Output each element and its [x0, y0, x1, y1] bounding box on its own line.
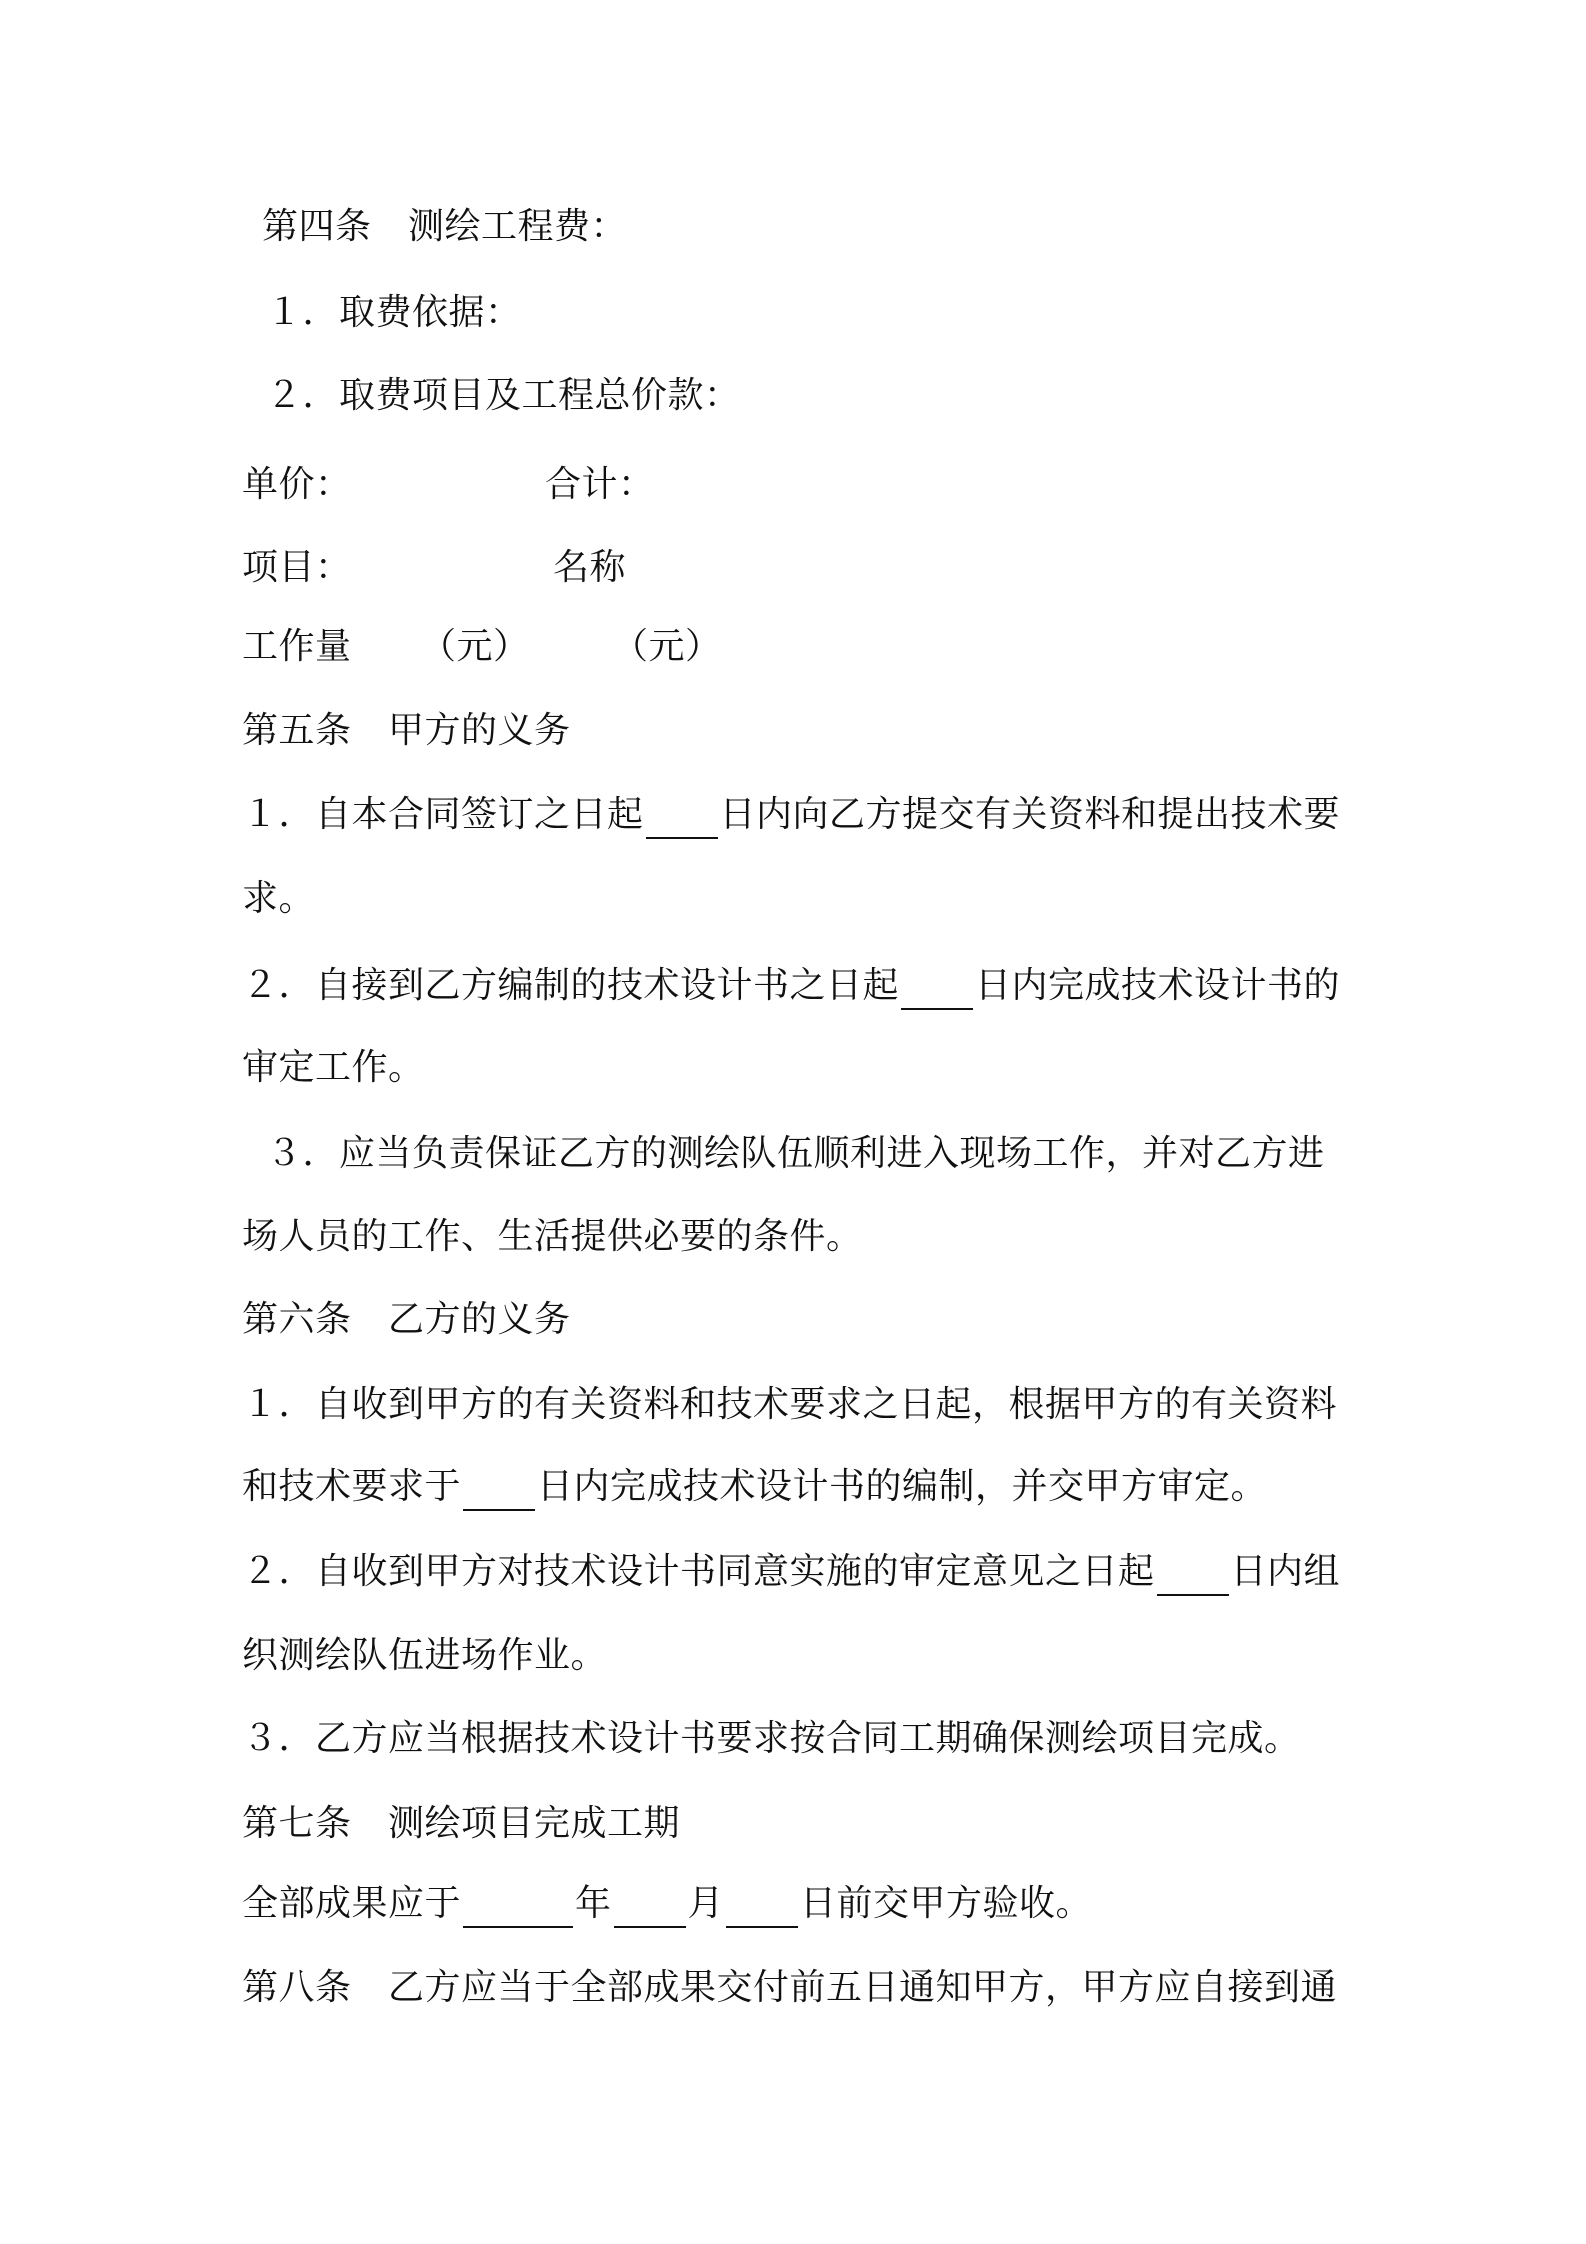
article-6-item-3: ３．乙方应当根据技术设计书要求按合同工期确保测绘项目完成。 [242, 1718, 1301, 1759]
fill-blank [646, 797, 718, 839]
yuan-label-1: （元） [420, 626, 530, 667]
article-6-heading: 第六条 乙方的义务 [242, 1299, 571, 1340]
article-6-item-2-cont: 织测绘队伍进场作业。 [242, 1635, 608, 1676]
article-7-line [242, 1880, 1092, 1928]
article-5-item-1-text-b: 日内向乙方提交有关资料和提出技术要 [719, 794, 1341, 835]
fill-blank [901, 968, 973, 1010]
fill-blank-month [614, 1886, 686, 1928]
article-5-item-3-cont: 场人员的工作、生活提供必要的条件。 [242, 1216, 863, 1257]
year-label: 年 [575, 1883, 612, 1924]
article-5-item-1 [242, 791, 1340, 839]
article-4-item-1: １．取费依据： [266, 292, 522, 333]
month-label: 月 [687, 1883, 725, 1924]
article-7-heading: 第七条 测绘项目完成工期 [242, 1803, 681, 1844]
workload-label: 工作量 [242, 626, 352, 667]
fill-blank-year [463, 1886, 573, 1928]
article-7-text-b: 日前交甲方验收。 [800, 1883, 1093, 1924]
fill-blank-day [726, 1886, 798, 1928]
article-6-item-1-cont [242, 1463, 1267, 1511]
article-5-heading: 第五条 甲方的义务 [242, 710, 571, 751]
article-6-item-2-text-a: ２．自收到甲方对技术设计书同意实施的审定意见之日起 [242, 1551, 1155, 1592]
article-6-item-1: １．自收到甲方的有关资料和技术要求之日起，根据甲方的有关资料 [242, 1384, 1338, 1425]
article-5-item-2 [242, 962, 1340, 1010]
article-6-item-2 [242, 1548, 1340, 1596]
article-5-item-1-text-a: １．自本合同签订之日起 [242, 794, 644, 835]
fill-blank [463, 1469, 535, 1511]
article-7-text-a: 全部成果应于 [242, 1883, 462, 1924]
article-4-item-2: ２．取费项目及工程总价款： [266, 375, 741, 416]
article-8-line: 第八条 乙方应当于全部成果交付前五日通知甲方，甲方应自接到通 [242, 1967, 1338, 2008]
project-label: 项目： [242, 547, 352, 588]
article-5-item-1-cont: 求。 [242, 878, 316, 919]
total-label: 合计： [545, 464, 655, 505]
article-5-item-3: ３．应当负责保证乙方的测绘队伍顺利进入现场工作，并对乙方进 [266, 1133, 1325, 1174]
article-6-item-2-text-b: 日内组 [1230, 1551, 1341, 1592]
fill-blank [1157, 1554, 1229, 1596]
yuan-label-2: （元） [612, 626, 722, 667]
article-5-item-2-text-a: ２．自接到乙方编制的技术设计书之日起 [242, 965, 900, 1006]
article-4-heading: 第四条 测绘工程费： [262, 206, 628, 247]
unit-price-label: 单价： [242, 464, 352, 505]
article-6-item-1-text-c: 日内完成技术设计书的编制，并交甲方审定。 [537, 1466, 1268, 1507]
article-6-item-1-text-b: 和技术要求于 [242, 1466, 462, 1507]
article-5-item-2-cont: 审定工作。 [242, 1047, 425, 1088]
name-label: 名称 [553, 547, 627, 588]
article-5-item-2-text-b: 日内完成技术设计书的 [975, 965, 1341, 1006]
